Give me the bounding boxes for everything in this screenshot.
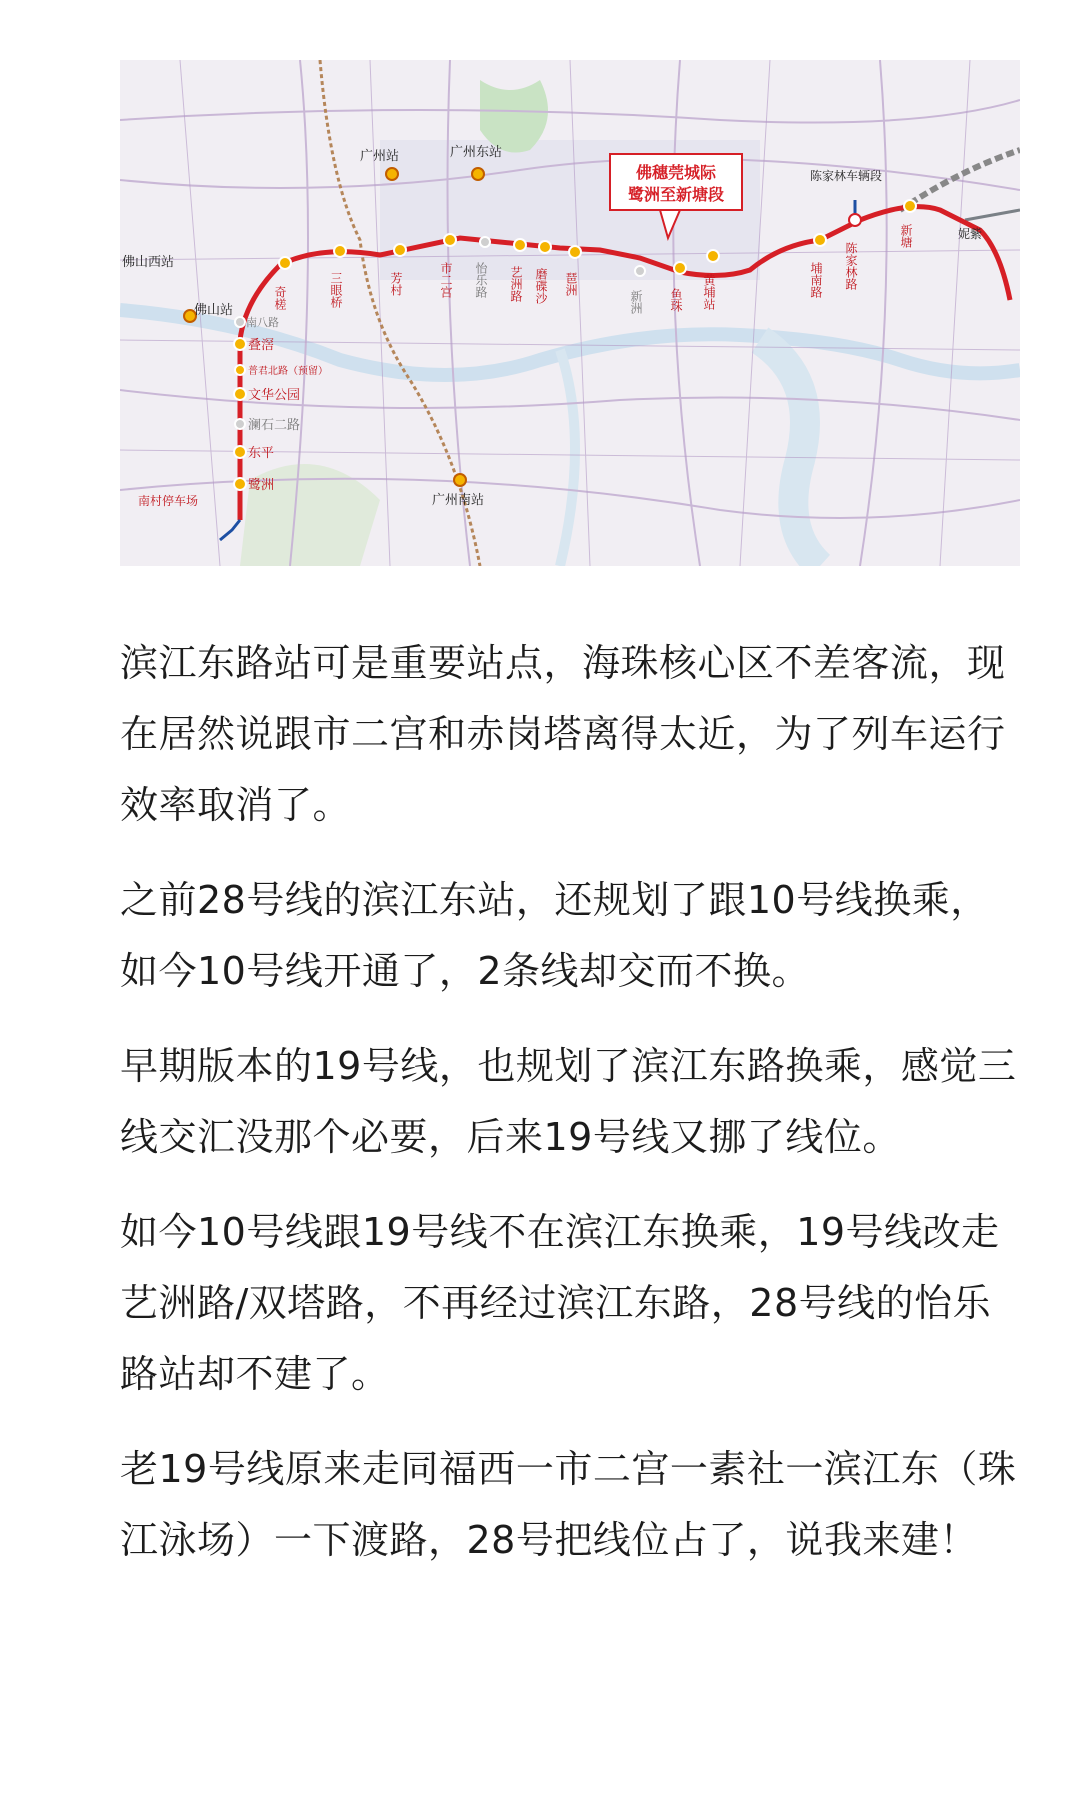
guangzhou-east-marker — [472, 168, 484, 180]
station-marker-xinzhou — [635, 266, 645, 276]
station-label-fangcun: 芳村 — [389, 272, 403, 296]
station-marker-shiergong — [444, 234, 456, 246]
station-label-nanbalu: 南八路 — [246, 316, 279, 329]
station-marker-chenjialinlu — [849, 214, 861, 226]
paragraph-5: 老19号线原来走同福西一市二宫一素社一滨江东（珠江泳场）一下渡路，28号把线位占了，说我来建！ — [120, 1447, 1017, 1562]
guangzhou-station-marker — [386, 168, 398, 180]
station-marker-wenhuagongyuan — [234, 388, 246, 400]
station-marker-fangcun — [394, 244, 406, 256]
station-marker-diejiao — [234, 338, 246, 350]
station-marker-huangpu — [707, 250, 719, 262]
callout-segment: 鹭洲至新塘段 — [627, 185, 725, 204]
station-marker-yilelu — [480, 237, 490, 247]
foshan-station-label: 佛山站 — [194, 303, 234, 318]
callout-line-name: 佛穗莞城际 — [635, 163, 717, 182]
station-label-punanlu: 埔南路 — [809, 262, 823, 298]
guangzhou-south-marker — [454, 474, 466, 486]
station-marker-luzhou — [234, 478, 246, 490]
station-label-luzhou: 鹭洲 — [248, 478, 275, 493]
station-label-chenjialinlu: 陈家林路 — [844, 242, 858, 290]
depot-east-label: 陈家林车辆段 — [810, 169, 883, 183]
huanji-label: 妮紫 — [958, 227, 983, 241]
station-label-sanyanqiao: 三眼桥 — [329, 272, 343, 308]
station-label-diejiao: 叠滘 — [248, 338, 275, 353]
station-label-lanshierlu: 澜石二路 — [248, 418, 301, 433]
station-label-yilelu: 怡乐路 — [474, 262, 488, 298]
station-marker-lanshierlu — [235, 419, 245, 429]
route-map-image[interactable] — [120, 60, 1020, 566]
station-label-pazhou: 琶洲 — [564, 272, 578, 296]
station-marker-punanlu — [814, 234, 826, 246]
route-map — [120, 60, 1020, 566]
station-marker-dongping — [234, 446, 246, 458]
station-marker-xintang — [904, 200, 916, 212]
station-label-wenhuagongyuan: 文华公园 — [248, 388, 301, 403]
station-marker-yuzhu — [674, 262, 686, 274]
station-marker-sanyanqiao — [334, 245, 346, 257]
paragraph-2: 之前28号线的滨江东站，还规划了跟10号线换乘，如今10号线开通了，2条线却交而不换。 — [120, 878, 989, 993]
station-label-modiesha: 磨碟沙 — [534, 268, 548, 304]
station-label-shiergong: 市二宫 — [439, 262, 453, 298]
foshan-west-label: 佛山西站 — [122, 255, 175, 270]
station-label-huangpu: 黄埔站 — [702, 274, 716, 310]
paragraph-3: 早期版本的19号线，也规划了滨江东路换乘，感觉三线交汇没那个必要，后来19号线又挪了线位。 — [120, 1044, 1017, 1159]
depot-south-label: 南村停车场 — [138, 494, 199, 508]
station-label-yuzhu: 鱼珠 — [669, 288, 683, 312]
article-body — [120, 628, 1020, 1600]
guangzhou-east-label: 广州东站 — [450, 145, 503, 160]
station-label-xinzhou: 新洲 — [629, 290, 643, 314]
station-label-xintang: 新塘 — [899, 224, 913, 248]
station-marker-modiesha — [539, 241, 551, 253]
station-marker-yizhoulu — [514, 239, 526, 251]
guangzhou-south-label: 广州南站 — [432, 493, 485, 508]
paragraph-4: 如今10号线跟19号线不在滨江东换乘，19号线改走艺洲路/双塔路，不再经过滨江东路，28号线的怡乐路站却不建了。 — [120, 1210, 1000, 1396]
station-marker-pujunbeilu — [235, 365, 245, 375]
station-marker-pazhou — [569, 246, 581, 258]
station-label-dongping: 东平 — [248, 446, 275, 461]
station-label-pujunbeilu: 普君北路（预留） — [248, 366, 328, 377]
station-marker-nanbalu — [235, 317, 245, 327]
station-label-qicha: 奇槎 — [273, 286, 287, 310]
station-label-yizhoulu: 艺洲路 — [509, 266, 523, 302]
station-marker-qicha — [279, 257, 291, 269]
guangzhou-station-label: 广州站 — [360, 149, 400, 164]
paragraph-1: 滨江东路站可是重要站点，海珠核心区不差客流，现在居然说跟市二宫和赤岗塔离得太近，为了列车运行效率取消了。 — [120, 641, 1006, 827]
